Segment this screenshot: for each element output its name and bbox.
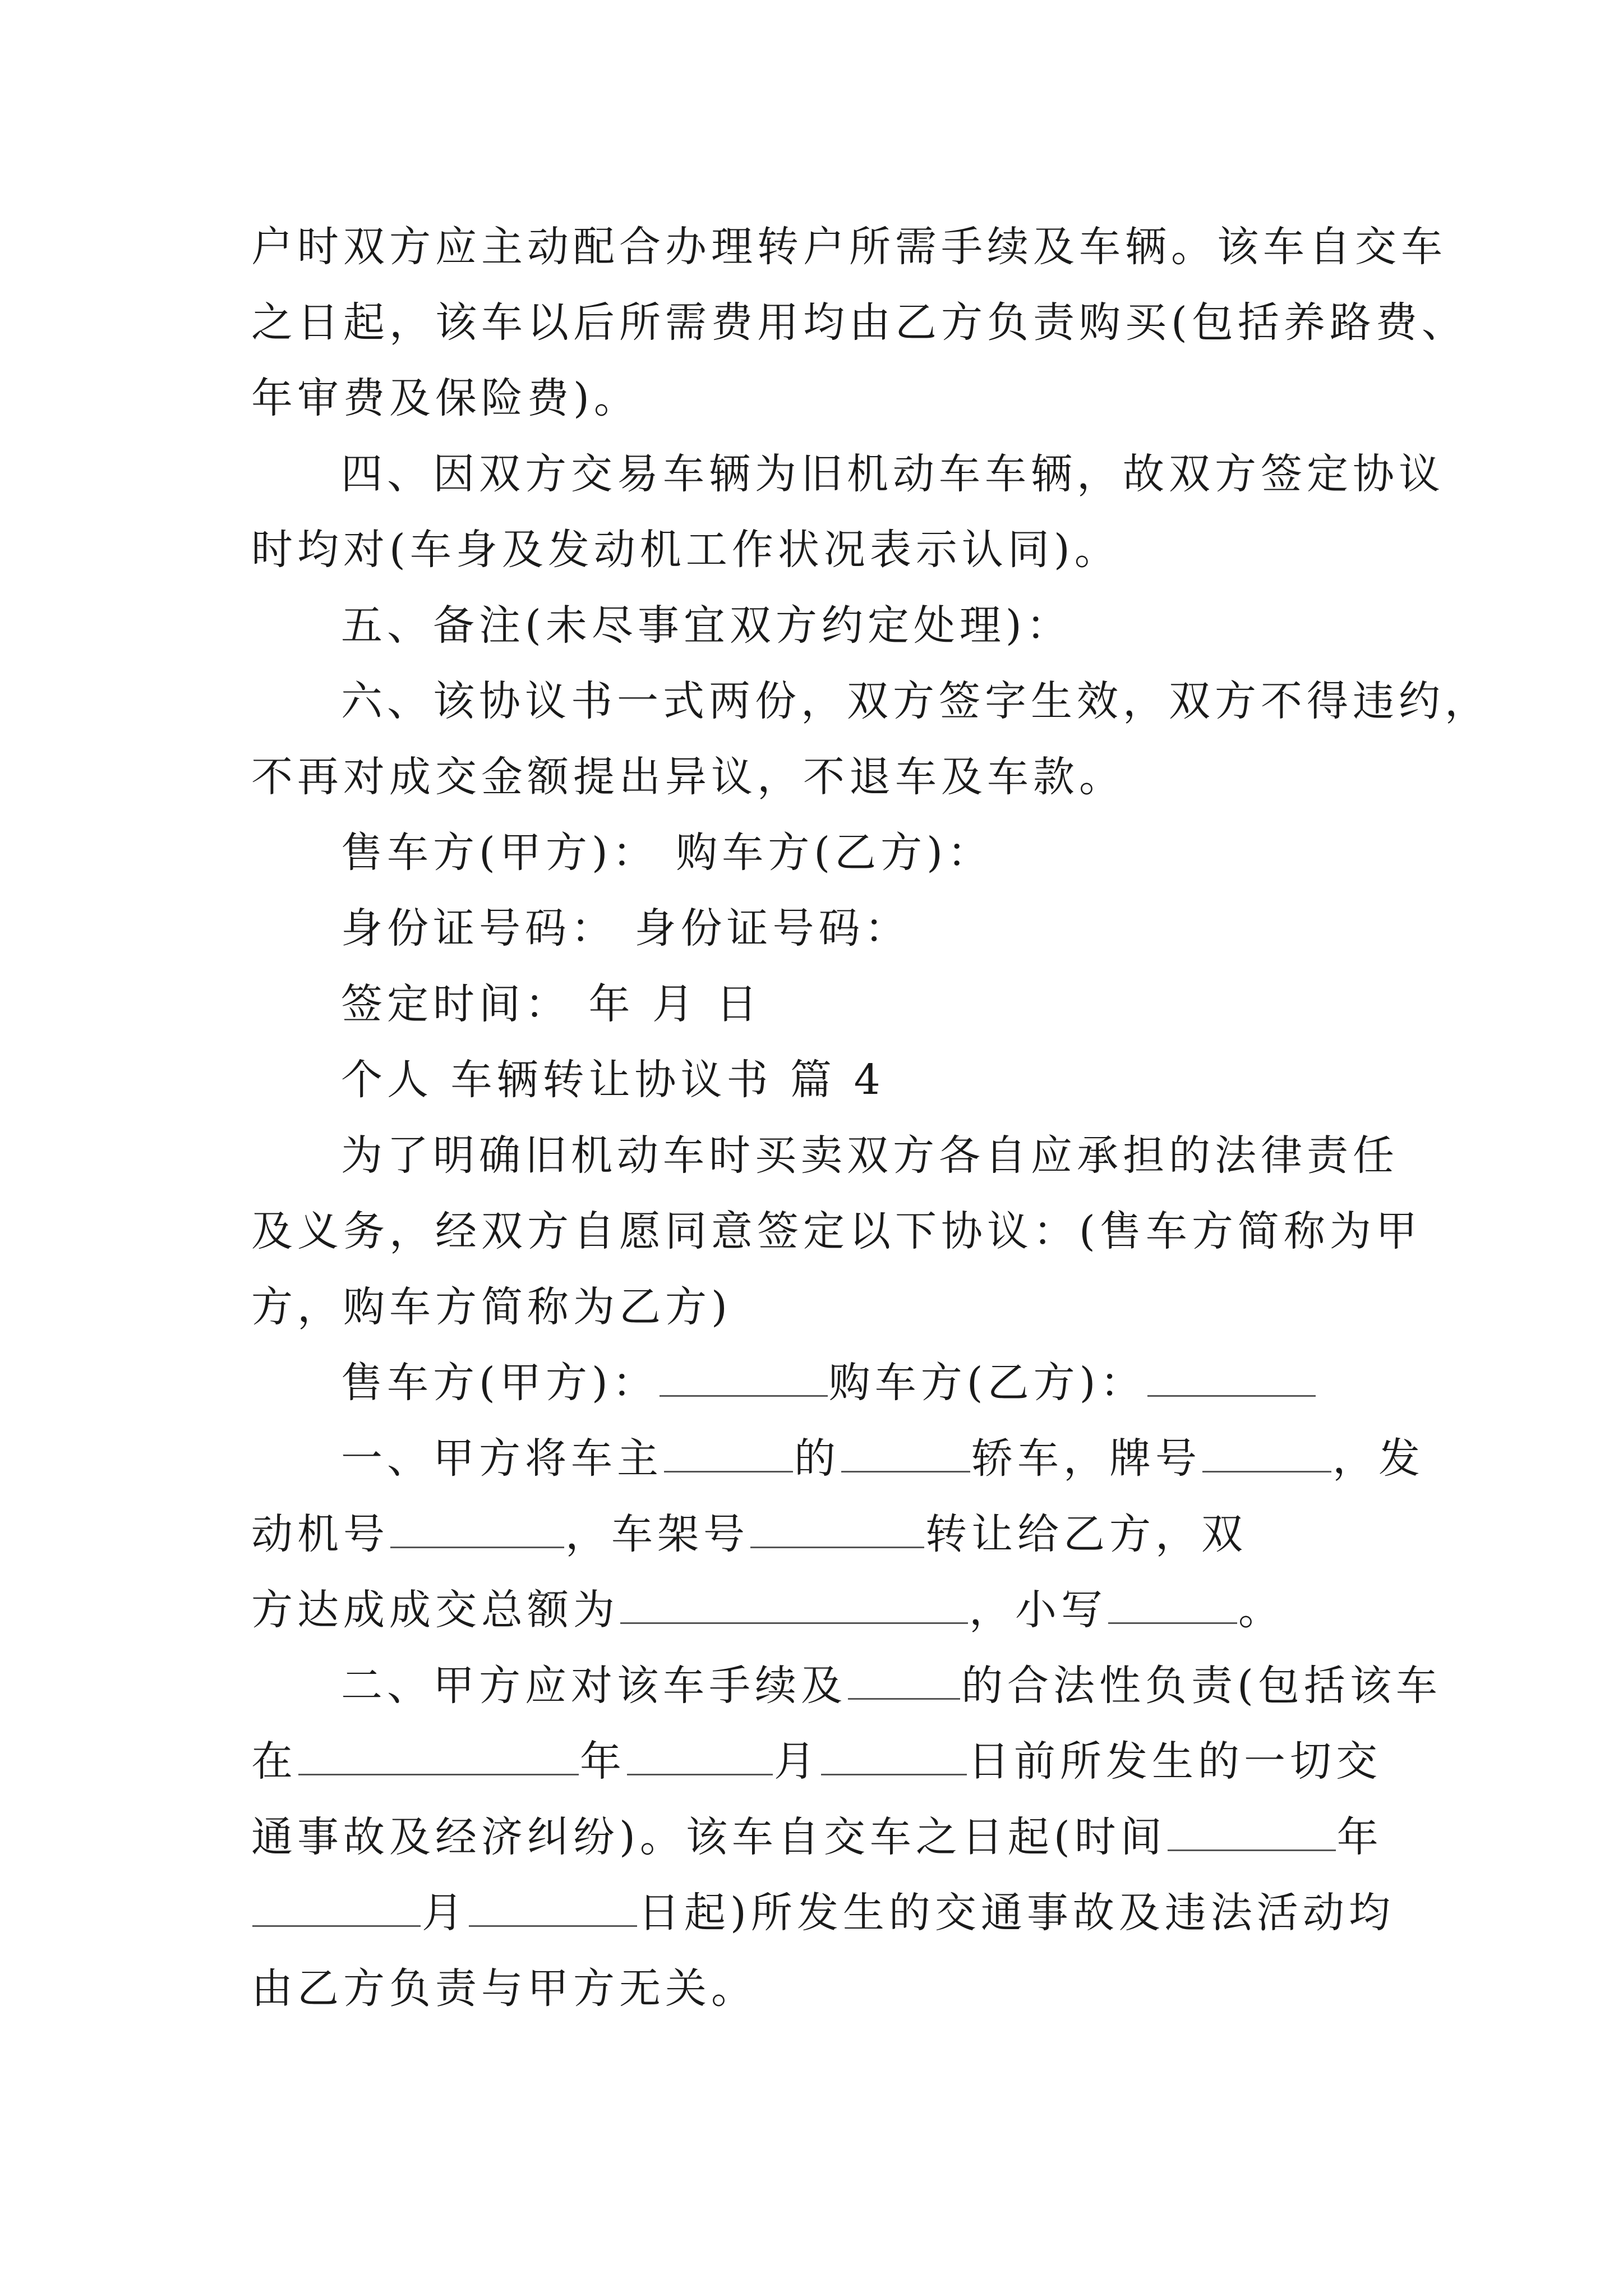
clause-1-line-3 (251, 1579, 1284, 1641)
clause-2-line-5 (251, 1958, 757, 2019)
parties-form-line (341, 1352, 1317, 1414)
clause-1-line-1 (341, 1428, 1424, 1489)
buyer-label: 购车方(乙方)： (828, 1359, 1146, 1407)
month-blank[interactable] (627, 1737, 773, 1775)
signature-line: 售车方(甲方)： 购车方(乙方)： (341, 829, 994, 877)
total-amount-blank[interactable] (620, 1585, 968, 1624)
item-blank[interactable] (848, 1661, 960, 1700)
owner-blank[interactable] (664, 1434, 793, 1473)
text-segment: 方达成成交总额为 (251, 1586, 619, 1634)
text-segment: 一、甲方将车主 (341, 1434, 663, 1483)
text-segment: 转让给乙方，双 (925, 1510, 1247, 1558)
text-line: 为了明确旧机动车时买卖双方各自应承担的法律责任 (341, 1131, 1399, 1180)
amount-figures-blank[interactable] (1108, 1585, 1237, 1624)
text-line: 五、备注(未尽事宜双方约定处理)： (341, 601, 1072, 650)
seller-blank[interactable] (660, 1358, 828, 1397)
text-segment: 由乙方负责与甲方无关。 (251, 1964, 757, 2013)
text-segment: 月 (422, 1889, 468, 1937)
handover-day-blank[interactable] (469, 1888, 637, 1927)
seller-label: 售车方(甲方)： (341, 1359, 658, 1407)
handover-year-blank[interactable] (1168, 1812, 1336, 1851)
text-segment: 日前所发生的一切交 (968, 1737, 1382, 1786)
text-segment: 的 (794, 1434, 840, 1483)
text-line: 四、因双方交易车辆为旧机动车车辆，故双方签定协议 (341, 450, 1445, 498)
buyer-blank[interactable] (1147, 1358, 1316, 1397)
car-model-blank[interactable] (841, 1434, 970, 1473)
text-line: 不再对成交金额提出异议，不退车及车款。 (251, 753, 1125, 801)
section-heading: 个人 车辆转让协议书 篇 4 (341, 1056, 885, 1104)
clause-1-line-2 (251, 1503, 1247, 1565)
text-segment: ，车架号 (565, 1510, 749, 1558)
id-number-line: 身份证号码： 身份证号码： (341, 904, 911, 953)
text-segment: 轿车，牌号 (971, 1434, 1201, 1483)
sign-date-line: 签定时间： 年 月 日 (341, 980, 762, 1028)
text-line: 户时双方应主动配合办理转户所需手续及车辆。该车自交车 (251, 223, 1447, 271)
text-segment: 年 (1336, 1813, 1383, 1861)
text-line: 年审费及保险费)。 (251, 374, 640, 422)
text-segment: 在 (251, 1737, 297, 1786)
text-line: 六、该协议书一式两份，双方签字生效，双方不得违约， (341, 677, 1491, 725)
year-blank[interactable] (298, 1737, 579, 1775)
text-segment: 动机号 (251, 1510, 389, 1558)
clause-2-line-3 (251, 1806, 1383, 1868)
text-segment: 二、甲方应对该车手续及 (341, 1662, 847, 1710)
text-line: 及义务，经双方自愿同意签定以下协议：(售车方简称为甲 (251, 1207, 1422, 1255)
text-segment: ，发 (1332, 1434, 1424, 1483)
text-line: 之日起，该车以后所需费用均由乙方负责购买(包括养路费、 (251, 298, 1468, 347)
clause-2-line-4 (251, 1882, 1395, 1944)
text-segment: 的合法性负责(包括该车 (961, 1662, 1442, 1710)
frame-number-blank[interactable] (750, 1510, 924, 1548)
day-blank[interactable] (821, 1737, 967, 1775)
engine-number-blank[interactable] (390, 1510, 564, 1548)
text-segment: 日起)所发生的交通事故及违法活动均 (638, 1889, 1395, 1937)
text-segment: 年 (580, 1737, 626, 1786)
text-segment: ，小写 (969, 1586, 1107, 1634)
plate-number-blank[interactable] (1202, 1434, 1331, 1473)
text-segment: 通事故及经济纠纷)。该车自交车之日起(时间 (251, 1813, 1166, 1861)
text-segment: 月 (774, 1737, 820, 1786)
clause-2-line-2 (251, 1731, 1382, 1792)
handover-month-blank[interactable] (252, 1888, 421, 1927)
text-segment: 。 (1238, 1586, 1284, 1634)
text-line: 方，购车方简称为乙方) (251, 1283, 732, 1331)
clause-2-line-1 (341, 1655, 1442, 1717)
text-line: 时均对(车身及发动机工作状况表示认同)。 (251, 526, 1121, 574)
